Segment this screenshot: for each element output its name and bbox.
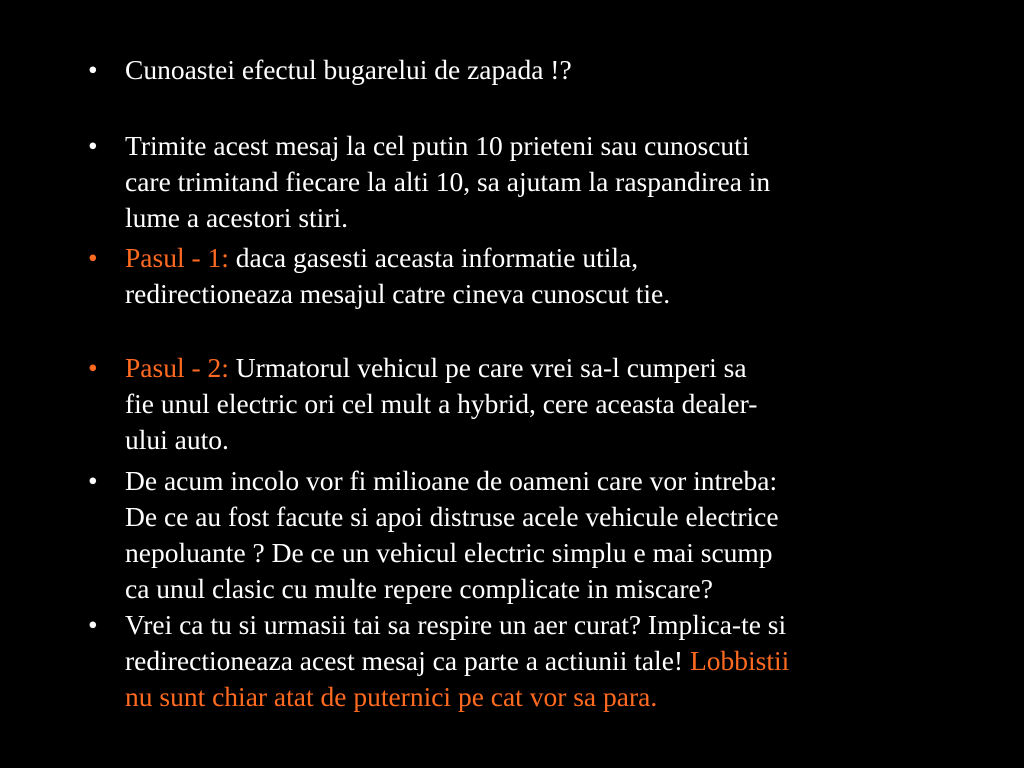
bullet-step-2 bbox=[88, 350, 975, 458]
bullet-text-line: Trimite acest mesaj la cel putin 10 prieteni sau cunoscuti bbox=[125, 130, 750, 161]
bullet-text-line: nepoluante ? De ce un vehicul electric simplu e mai scump bbox=[125, 537, 773, 568]
bullet-text-line bbox=[125, 350, 975, 386]
bullet-questions bbox=[88, 463, 975, 607]
step-text: daca gasesti aceasta informatie utila, bbox=[228, 242, 639, 273]
bullet-text-line bbox=[125, 240, 975, 276]
bullet-text-line: De acum incolo vor fi milioane de oameni care vor intreba: bbox=[125, 465, 778, 496]
bullet-text-line: lume a acestori stiri. bbox=[125, 202, 348, 233]
bullet-step-1 bbox=[88, 240, 975, 312]
bullet-clean-air bbox=[88, 607, 975, 715]
bullet-text: Cunoastei efectul bugarelui de zapada !? bbox=[125, 54, 572, 85]
step-label: Pasul - 1: bbox=[125, 242, 229, 273]
lobbyists-highlight-line: nu sunt chiar atat de puternici pe cat vor sa para. bbox=[125, 681, 658, 712]
bullet-snowball-effect bbox=[88, 52, 975, 88]
bullet-text: redirectioneaza acest mesaj ca parte a actiunii tale! bbox=[125, 645, 690, 676]
bullet-text-line: fie unul electric ori cel mult a hybrid, cere aceasta dealer- bbox=[125, 388, 758, 419]
step-text: Urmatorul vehicul pe care vrei sa-l cumperi sa bbox=[228, 352, 747, 383]
bullet-point: • bbox=[88, 465, 98, 496]
bullet-point: • bbox=[88, 609, 98, 640]
bullet-text-line: De ce au fost facute si apoi distruse acele vehicule electrice bbox=[125, 501, 779, 532]
lobbyists-highlight: Lobbistii bbox=[689, 645, 790, 676]
bullet-text-line: ului auto. bbox=[125, 424, 229, 455]
bullet-point: • bbox=[88, 242, 98, 273]
bullet-send-message bbox=[88, 128, 975, 236]
bullet-text-line bbox=[125, 643, 975, 679]
bullet-text-line: ca unul clasic cu multe repere complicate in miscare? bbox=[125, 573, 713, 604]
bullet-point: • bbox=[88, 352, 98, 383]
bullet-text-line: Vrei ca tu si urmasii tai sa respire un aer curat? Implica-te si bbox=[125, 609, 787, 640]
bullet-point: • bbox=[88, 54, 98, 85]
step-label: Pasul - 2: bbox=[125, 352, 229, 383]
bullet-text-line: redirectioneaza mesajul catre cineva cunoscut tie. bbox=[125, 278, 671, 309]
bullet-point: • bbox=[88, 130, 98, 161]
bullet-text-line: care trimitand fiecare la alti 10, sa ajutam la raspandirea in bbox=[125, 166, 771, 197]
